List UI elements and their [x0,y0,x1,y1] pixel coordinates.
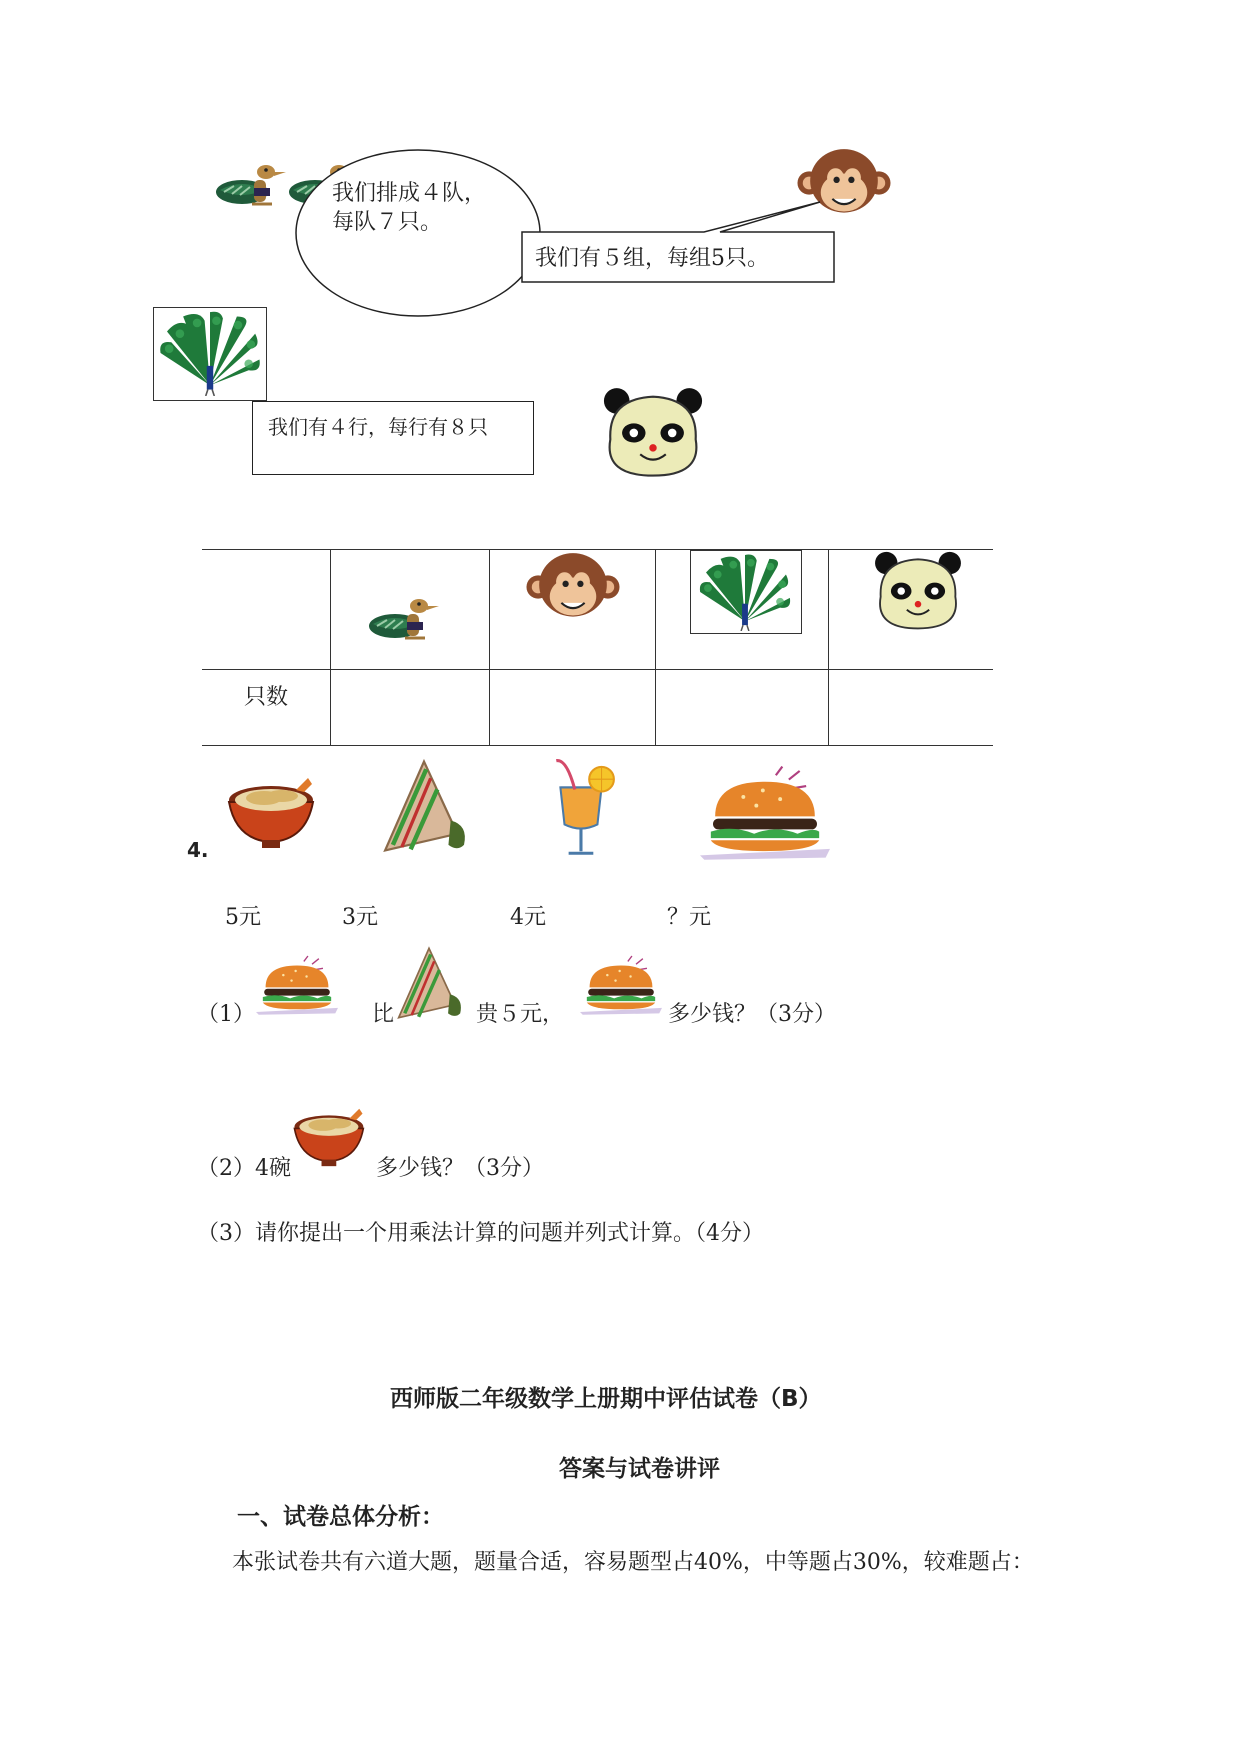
panda-icon [863,550,973,634]
sandwich-icon [394,944,464,1022]
duck-speech-line2: 每队７只。 [332,210,443,235]
animal-count-table [202,549,993,746]
sub1-price-diff: 贵５元， [476,1002,565,1027]
price-sandwich: 3元 [342,905,378,930]
duck-icon [212,160,292,210]
sub2-prefix: （2）4碗 [197,1156,291,1181]
answer-cell-duck[interactable] [331,670,490,746]
table-header-panda [829,550,994,670]
sub3-question: （3）请你提出一个用乘法计算的问题并列式计算。（4分） [197,1221,764,1246]
peacock-frame [690,550,802,634]
answer-title: 西师版二年级数学上册期中评估试卷（B） [390,1386,822,1412]
burger-icon [700,762,830,860]
table-row [202,670,993,746]
row-label-count: 只数 [244,685,289,710]
answer-cell-panda[interactable] [829,670,994,746]
duck-icon [365,594,445,644]
analysis-paragraph: 本张试卷共有六道大题，题量合适，容易题型占40%，中等题占30%，较难题占： [232,1550,1034,1575]
table-corner-cell [202,550,331,670]
table-header-monkey [490,550,656,670]
question-number: 4. [187,838,209,862]
sub1-prefix: （1） [197,1002,255,1027]
peacock-frame [153,307,267,401]
table-row [202,550,993,670]
peacock-icon [156,310,264,396]
price-rice-bowl: 5元 [225,905,261,930]
price-burger: ？元 [667,905,712,930]
rice-bowl-icon [292,1102,374,1168]
answer-cell-monkey[interactable] [490,670,656,746]
sandwich-icon [376,756,472,856]
answer-subtitle: 答案与试卷讲评 [559,1456,720,1482]
sub1-compare-word: 比 [372,1002,395,1027]
price-juice: 4元 [510,905,546,930]
sub1-question: 多少钱？（3分） [668,1002,836,1027]
answer-cell-peacock[interactable] [656,670,829,746]
panda-icon [598,386,708,482]
sub2-question: 多少钱？（3分） [376,1156,544,1181]
table-header-duck [331,550,490,670]
rice-bowl-icon [226,770,326,850]
table-header-peacock [656,550,829,670]
monkey-icon [525,550,621,624]
monkey-speech-text: 我们有５组，每组5只。 [535,246,769,271]
juice-icon [546,756,618,860]
peacock-speech-text: 我们有４行，每行有８只 [268,415,488,439]
burger-icon [256,950,338,1018]
peacock-icon [693,553,797,631]
duck-speech-line1: 我们排成４队， [332,181,487,206]
table-row-label [202,670,331,746]
section-heading: 一、试卷总体分析： [237,1504,444,1530]
burger-icon [580,950,662,1018]
